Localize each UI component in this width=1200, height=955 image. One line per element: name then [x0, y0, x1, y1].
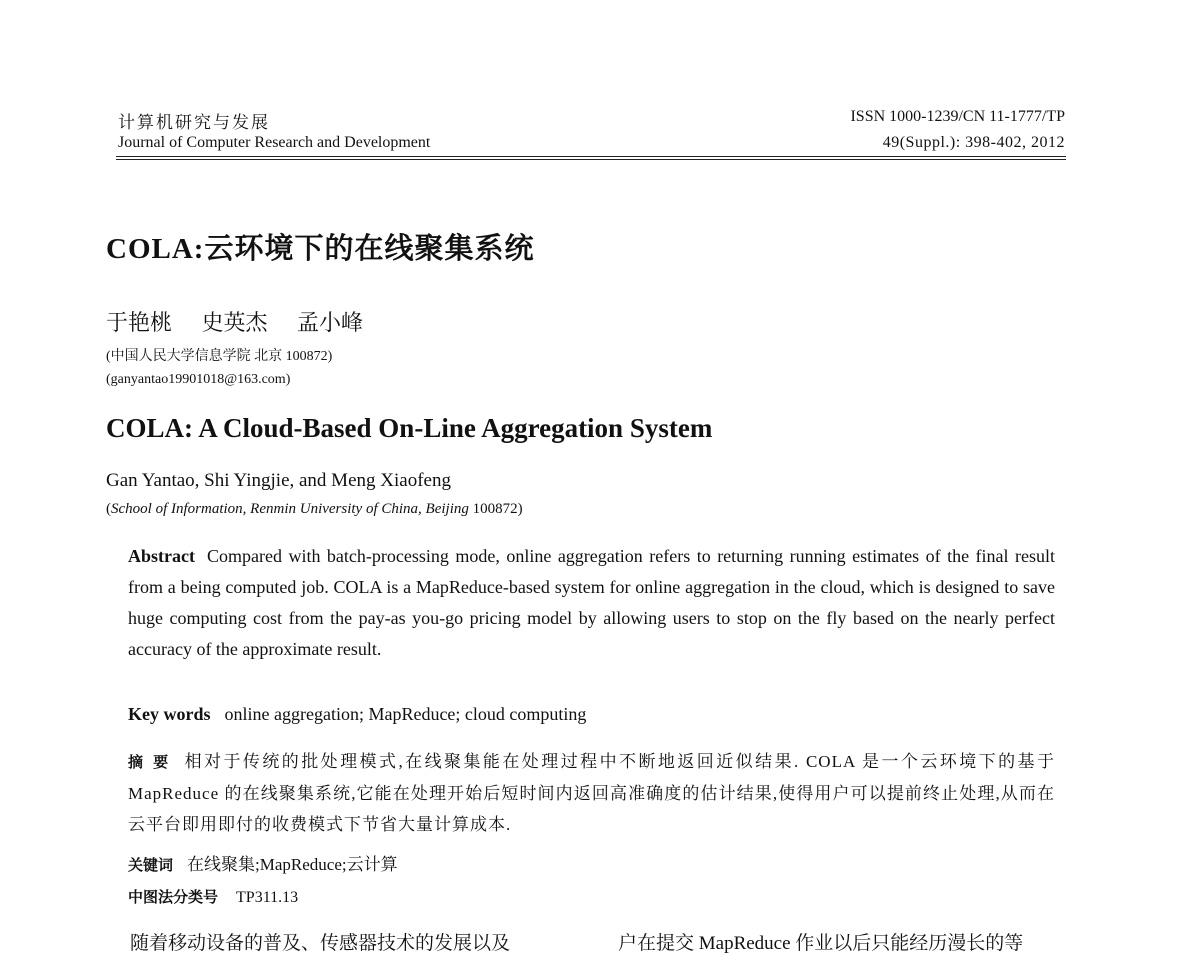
author-cn-2: 史英杰 — [201, 310, 268, 335]
title-en: COLA: A Cloud-Based On-Line Aggregation System — [106, 413, 713, 443]
affiliation-en: (School of Information, Renmin University of China, Beijing 100872) — [106, 501, 523, 517]
author-email: (ganyantao19901018@163.com) — [106, 372, 291, 387]
body-text-right-column: 户在提交 MapReduce 作业以后只能经历漫长的等 — [618, 933, 1024, 954]
journal-name-cn: 计算机研究与发展 — [118, 113, 270, 132]
authors-cn — [106, 306, 387, 337]
abstract-cn-text: 相对于传统的批处理模式,在线聚集能在处理过程中不断地返回近似结果. COLA 是一个云环境下的基于 MapReduce 的在线聚集系统,它能在处理开始后短时间内返回高准确度的估计结果,使得用户可以提前终止处理,从而在云平台即用即付的收费模式下节省大量计算成本. — [128, 752, 1055, 834]
authors-en: Gan Yantao, Shi Yingjie, and Meng Xiaofeng — [106, 470, 451, 491]
title-cn: COLA:云环境下的在线聚集系统 — [106, 233, 535, 265]
header-rule-top — [116, 156, 1066, 157]
classification-number — [128, 886, 298, 907]
abstract-en — [128, 541, 1055, 665]
affiliation-en-italic: School of Information, Renmin University of China, Beijing — [111, 501, 469, 517]
abstract-cn-label: 摘 要 — [128, 753, 171, 771]
author-cn-1: 于艳桃 — [106, 310, 173, 335]
keywords-label: Key words — [128, 704, 211, 724]
abstract-cn — [128, 746, 1055, 840]
abstract-label: Abstract — [128, 546, 195, 566]
issue-info: 49(Suppl.): 398-402, 2012 — [882, 134, 1065, 151]
author-cn-3: 孟小峰 — [297, 310, 364, 335]
classification-code: TP311.13 — [236, 889, 299, 906]
issn: ISSN 1000-1239/CN 11-1777/TP — [850, 108, 1065, 125]
affiliation-cn: (中国人民大学信息学院 北京 100872) — [106, 349, 333, 364]
keywords-en — [128, 704, 586, 725]
keywords-cn — [128, 850, 398, 875]
header-rule-bottom — [116, 159, 1066, 160]
journal-name-en: Journal of Computer Research and Development — [118, 134, 431, 151]
classification-label: 中图法分类号 — [128, 888, 219, 906]
keywords-cn-text: 在线聚集;MapReduce;云计算 — [187, 855, 398, 874]
keywords-text: online aggregation; MapReduce; cloud computing — [224, 704, 587, 724]
abstract-text: Compared with batch-processing mode, online aggregation refers to returning running estimates of the final result from a being computed job. COLA is a MapReduce-based system for online aggregation in the cloud, which is designed to save huge computing cost from the pay-as you-go pricing model by allowing users to stop on the fly based on the nearly perfect accuracy of the approximate result. — [128, 546, 1055, 659]
keywords-cn-label: 关键词 — [128, 856, 174, 874]
body-text-left-column: 随着移动设备的普及、传感器技术的发展以及 — [130, 933, 511, 954]
